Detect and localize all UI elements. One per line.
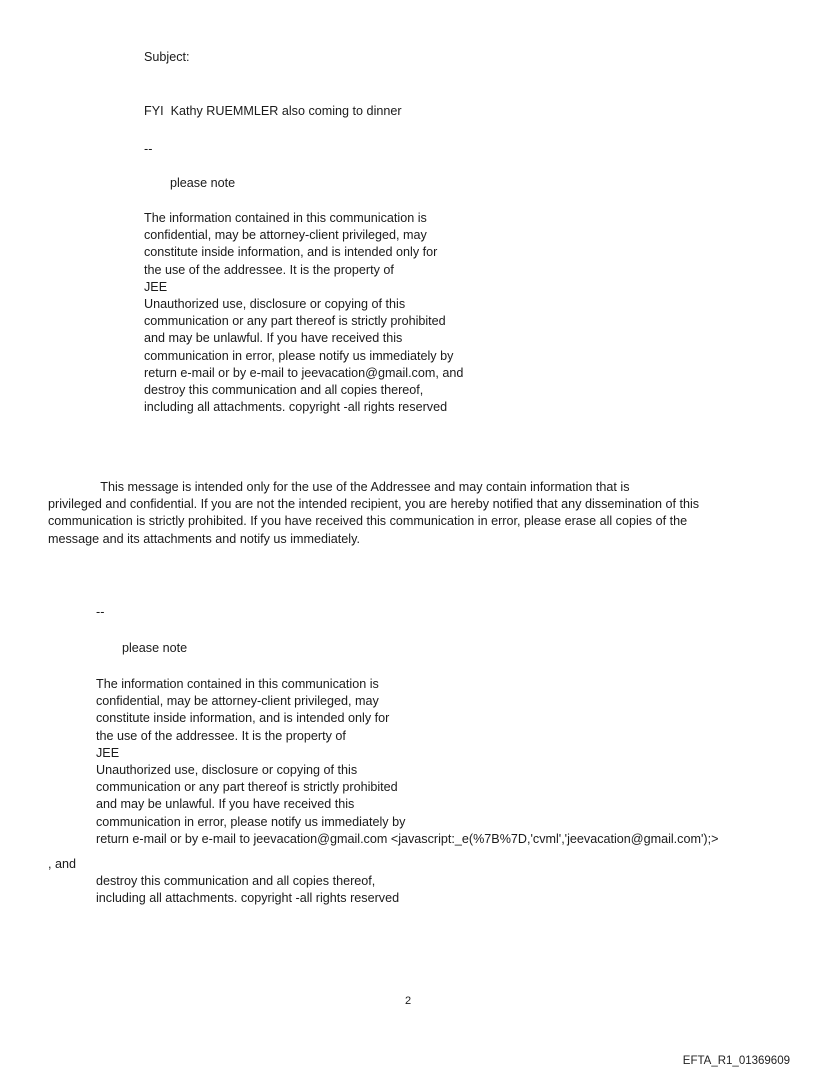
quoted-separator: -- xyxy=(96,605,105,619)
notice-line: return e-mail or by e-mail to jeevacation@gmail.com <javascript:_e(%7B%7D,'cvml','jeevacation@gmail.com');> xyxy=(96,831,719,846)
notice-line: JEE xyxy=(96,745,120,760)
quoted-confidentiality-notice xyxy=(96,676,718,848)
signature-separator: -- xyxy=(144,142,153,156)
notice-line: return e-mail or by e-mail to jeevacation@gmail.com, and xyxy=(144,365,464,380)
notice-line: communication in error, please notify us immediately by xyxy=(96,814,406,829)
notice-line: the use of the addressee. It is the property of xyxy=(96,728,346,743)
confidentiality-notice xyxy=(144,210,463,416)
notice-line: The information contained in this communication is xyxy=(144,211,427,225)
please-note-heading: please note xyxy=(170,176,236,190)
notice-line: including all attachments. copyright -all rights reserved xyxy=(96,891,400,906)
quoted-please-note: please note xyxy=(122,641,188,655)
notice-line: destroy this communication and all copies thereof, xyxy=(96,874,376,888)
notice-line: the use of the addressee. It is the property of xyxy=(144,262,394,277)
disclaimer-line: communication is strictly prohibited. If you have received this communication in error, please erase all copies of the xyxy=(48,514,688,529)
quoted-notice-tail xyxy=(96,873,399,907)
notice-line: The information contained in this communication is xyxy=(96,677,379,691)
quoted-wrap-line: , and xyxy=(48,857,77,871)
notice-line: communication in error, please notify us immediately by xyxy=(144,348,454,363)
notice-line: communication or any part thereof is strictly prohibited xyxy=(96,780,398,795)
document-id: EFTA_R1_01369609 xyxy=(682,1055,790,1067)
notice-line: Unauthorized use, disclosure or copying of this xyxy=(96,763,358,778)
notice-line: including all attachments. copyright -all rights reserved xyxy=(144,400,448,415)
email-body-line: FYI Kathy RUEMMLER also coming to dinner xyxy=(144,104,402,118)
disclaimer-line: message and its attachments and notify us immediately. xyxy=(48,531,360,546)
subject-label: Subject: xyxy=(144,50,190,64)
notice-line: constitute inside information, and is intended only for xyxy=(96,711,390,726)
notice-line: and may be unlawful. If you have received this xyxy=(144,331,403,346)
disclaimer-line: This message is intended only for the use of the Addressee and may contain information that is xyxy=(48,480,630,494)
notice-line: confidential, may be attorney-client privileged, may xyxy=(144,228,427,243)
notice-line: confidential, may be attorney-client privileged, may xyxy=(96,694,379,709)
disclaimer-line: privileged and confidential. If you are not the intended recipient, you are hereby notified that any dissemination of this xyxy=(48,497,700,512)
notice-line: destroy this communication and all copies thereof, xyxy=(144,383,424,398)
legal-disclaimer xyxy=(48,479,699,548)
notice-line: Unauthorized use, disclosure or copying of this xyxy=(144,297,406,312)
notice-line: JEE xyxy=(144,279,168,294)
page-number: 2 xyxy=(404,995,412,1007)
notice-line: communication or any part thereof is strictly prohibited xyxy=(144,314,446,329)
notice-line: and may be unlawful. If you have received this xyxy=(96,797,355,812)
notice-line: constitute inside information, and is intended only for xyxy=(144,245,438,260)
